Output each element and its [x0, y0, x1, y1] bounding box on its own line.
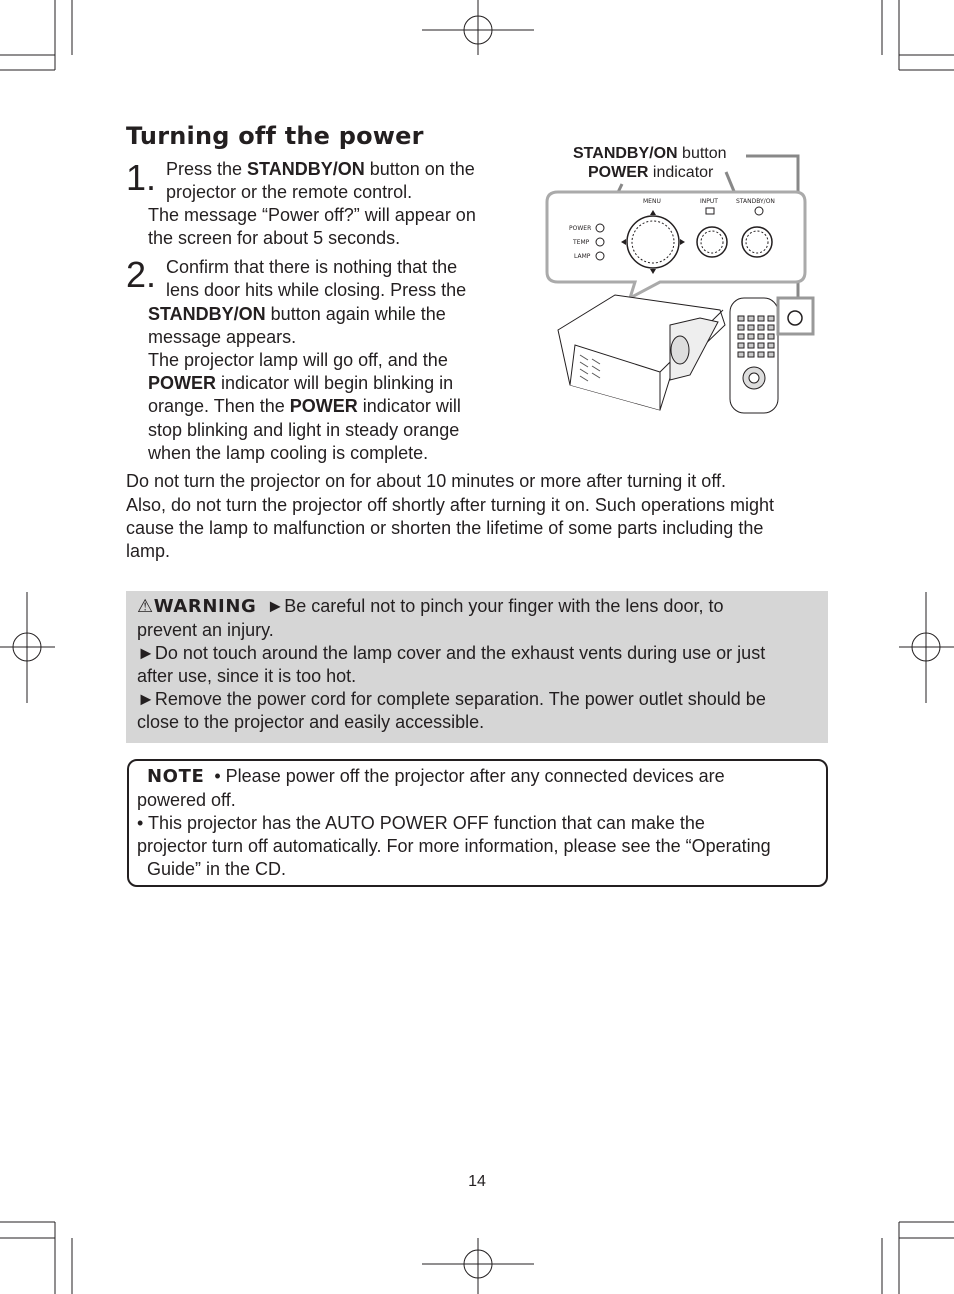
step-1-line-4: the screen for about 5 seconds. [148, 228, 401, 248]
step-2-line-9: when the lamp cooling is complete. [148, 443, 429, 463]
note-line-1: NOTE • Please power off the projector after any connected devices are [147, 766, 725, 787]
note-line-4: projector turn off automatically. For more information, please see the “Operating [137, 836, 771, 856]
note-line-5: Guide” in the CD. [147, 859, 287, 879]
warning-icon: ⚠ [137, 596, 154, 617]
callout-standby-button: STANDBY/ON button [573, 145, 727, 162]
note-label: NOTE [147, 766, 205, 787]
step-1-number: 1. [126, 157, 157, 198]
step-2-line-6: POWER indicator will begin blinking in [148, 373, 454, 393]
step-1-line-1: Press the STANDBY/ON button on the [166, 159, 475, 179]
note-line-3: • This projector has the AUTO POWER OFF function that can make the [137, 813, 705, 833]
paragraph-line-4: lamp. [126, 541, 171, 561]
warning-line-3: ►Do not touch around the lamp cover and the exhaust vents during use or just [137, 643, 766, 663]
step-2-line-2: lens door hits while closing. Press the [166, 280, 467, 300]
warning-label: WARNING [153, 596, 257, 617]
panel-label-temp: TEMP [573, 239, 590, 246]
projector-illustration [540, 150, 820, 420]
warning-line-6: close to the projector and easily accessible. [137, 712, 485, 732]
step-2-line-8: stop blinking and light in steady orange [148, 420, 460, 440]
step-2-line-3: STANDBY/ON button again while the [148, 304, 446, 324]
step-2-line-7: orange. Then the POWER indicator will [148, 396, 461, 416]
step-2-number: 2. [126, 254, 157, 295]
step-2-line-1: Confirm that there is nothing that the [166, 257, 458, 277]
note-line-2: powered off. [137, 790, 236, 810]
step-1-line-3: The message “Power off?” will appear on [148, 205, 476, 225]
panel-label-lamp: LAMP [574, 253, 591, 260]
panel-label-menu: MENU [643, 198, 661, 205]
warning-line-2: prevent an injury. [137, 620, 274, 640]
step-1-line-2: projector or the remote control. [166, 182, 413, 202]
section-title: Turning off the power [126, 122, 424, 150]
warning-line-4: after use, since it is too hot. [137, 666, 357, 686]
step-2-line-4: message appears. [148, 327, 297, 347]
panel-label-power: POWER [569, 225, 592, 232]
panel-label-standby: STANDBY/ON [736, 198, 775, 205]
paragraph-line-3: cause the lamp to malfunction or shorten the lifetime of some parts including the [126, 518, 764, 538]
paragraph-line-1: Do not turn the projector on for about 10 minutes or more after turning it off. [126, 471, 726, 491]
step-2-line-5: The projector lamp will go off, and the [148, 350, 448, 370]
page-number: 14 [468, 1173, 486, 1190]
paragraph-line-2: Also, do not turn the projector off shortly after turning it on. Such operations might [126, 495, 775, 515]
warning-line-5: ►Remove the power cord for complete separation. The power outlet should be [137, 689, 766, 709]
panel-label-input: INPUT [700, 198, 718, 205]
warning-line-1: ⚠WARNING ►Be careful not to pinch your finger with the lens door, to [137, 596, 724, 617]
callout-power-indicator: POWER indicator [588, 164, 714, 181]
